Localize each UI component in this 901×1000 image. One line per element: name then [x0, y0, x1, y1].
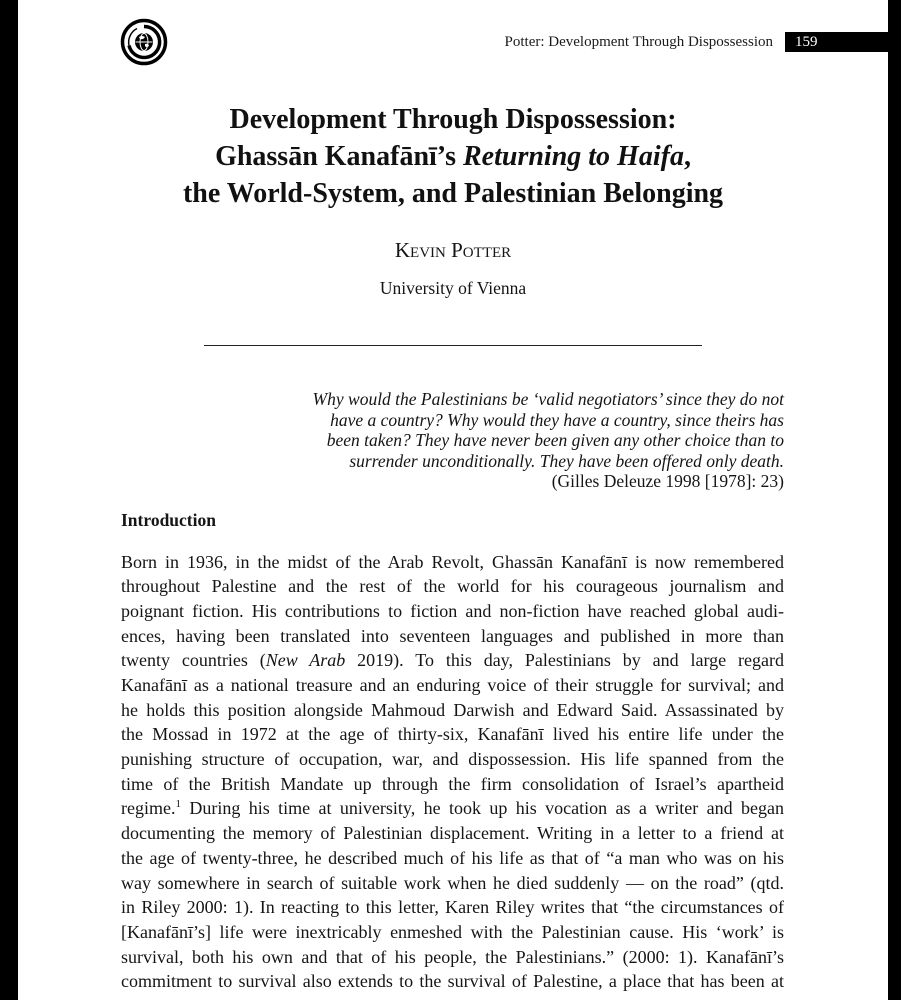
- body-line: Kanafānī as a national treasure and an enduring voice of their struggle for survival; and: [121, 675, 784, 696]
- scan-border-right: [888, 0, 901, 1000]
- footnote-marker: 1: [175, 798, 181, 811]
- body-paragraph: [121, 550, 784, 994]
- title-text: Ghassān Kanafānī’s: [215, 141, 463, 172]
- body-text: 2019). To this day, Palestinians by and large regard: [345, 650, 784, 671]
- scan-border-left: [0, 0, 18, 1000]
- novel-title: Returning to Haifa: [463, 141, 684, 172]
- author-name: Kevin Potter: [394, 238, 512, 262]
- body-line: survival, both his own and that of his people, the Palestinians.” (2000: 1). Kanafānī’s: [121, 946, 784, 967]
- body-line: documenting the memory of Palestinian displacement. Writing in a letter to a friend at: [121, 823, 784, 844]
- epigraph-line: have a country? Why would they have a country, since theirs has: [330, 409, 784, 430]
- body-line: poignant fiction. His contributions to fiction and non-fiction have reached global audi-: [121, 600, 784, 621]
- body-line: way somewhere in search of suitable work when he died suddenly — on the road” (qtd.: [121, 872, 784, 893]
- body-text: regime.: [121, 798, 176, 819]
- title-line-2: [18, 138, 888, 175]
- epigraph-line: Why would the Palestinians be ‘valid negotiators’ since they do not: [312, 389, 784, 409]
- article-title: [18, 101, 888, 212]
- body-line: ences, having been translated into seventeen languages and published in more than: [121, 625, 784, 646]
- epigraph-citation: (Gilles Deleuze 1998 [1978]: 23): [551, 471, 784, 491]
- body-line: [Kanafānī’s] life were inextricably enmeshed with the Palestinian cause. His ‘work’ is: [121, 921, 784, 942]
- body-line: punishing structure of occupation, war, and dispossession. His life spanned from the: [121, 749, 784, 770]
- body-text: twenty countries (: [121, 650, 266, 671]
- body-line: [121, 796, 784, 821]
- body-line: [121, 648, 784, 673]
- body-line: time of the British Mandate up through the firm consolidation of Israel’s apartheid: [121, 773, 784, 794]
- body-line: Born in 1936, in the midst of the Arab Revolt, Ghassān Kanafānī is now remembered: [121, 551, 784, 572]
- author-affiliation: University of Vienna: [379, 278, 527, 298]
- body-line: commitment to survival also extends to the survival of Palestine, a place that has been at: [121, 971, 784, 992]
- journal-logo-icon: [120, 18, 168, 66]
- body-line: in Riley 2000: 1). In reacting to this letter, Karen Riley writes that “the circumstances of: [121, 897, 784, 918]
- publication-title: New Arab: [265, 650, 346, 671]
- running-header-title: Potter: Development Through Dispossession: [504, 34, 773, 50]
- title-line-3: the World-System, and Palestinian Belonging: [182, 178, 724, 209]
- body-line: he holds this position alongside Mahmoud Darwish and Edward Said. Assassinated by: [121, 699, 784, 720]
- section-heading: Introduction: [121, 510, 216, 530]
- title-line-1: Development Through Dispossession:: [229, 104, 677, 135]
- title-divider: [204, 345, 702, 346]
- title-text: ,: [683, 141, 691, 172]
- body-line: throughout Palestine and the rest of the world for his courageous journalism and: [121, 576, 784, 597]
- epigraph-line: surrender unconditionally. They have been offered only death.: [349, 450, 784, 471]
- body-line: the Mossad in 1972 at the age of thirty-six, Kanafānī lived his entire life under the: [121, 724, 784, 745]
- epigraph: [224, 389, 784, 492]
- body-line: the age of twenty-three, he described much of his life as that of “a man who was on his: [121, 847, 784, 868]
- body-text: During his time at university, he took up his vocation as a writer and began: [180, 798, 784, 819]
- epigraph-line: been taken? They have never been given any other choice than to: [326, 430, 784, 450]
- page-number: 159: [785, 32, 888, 52]
